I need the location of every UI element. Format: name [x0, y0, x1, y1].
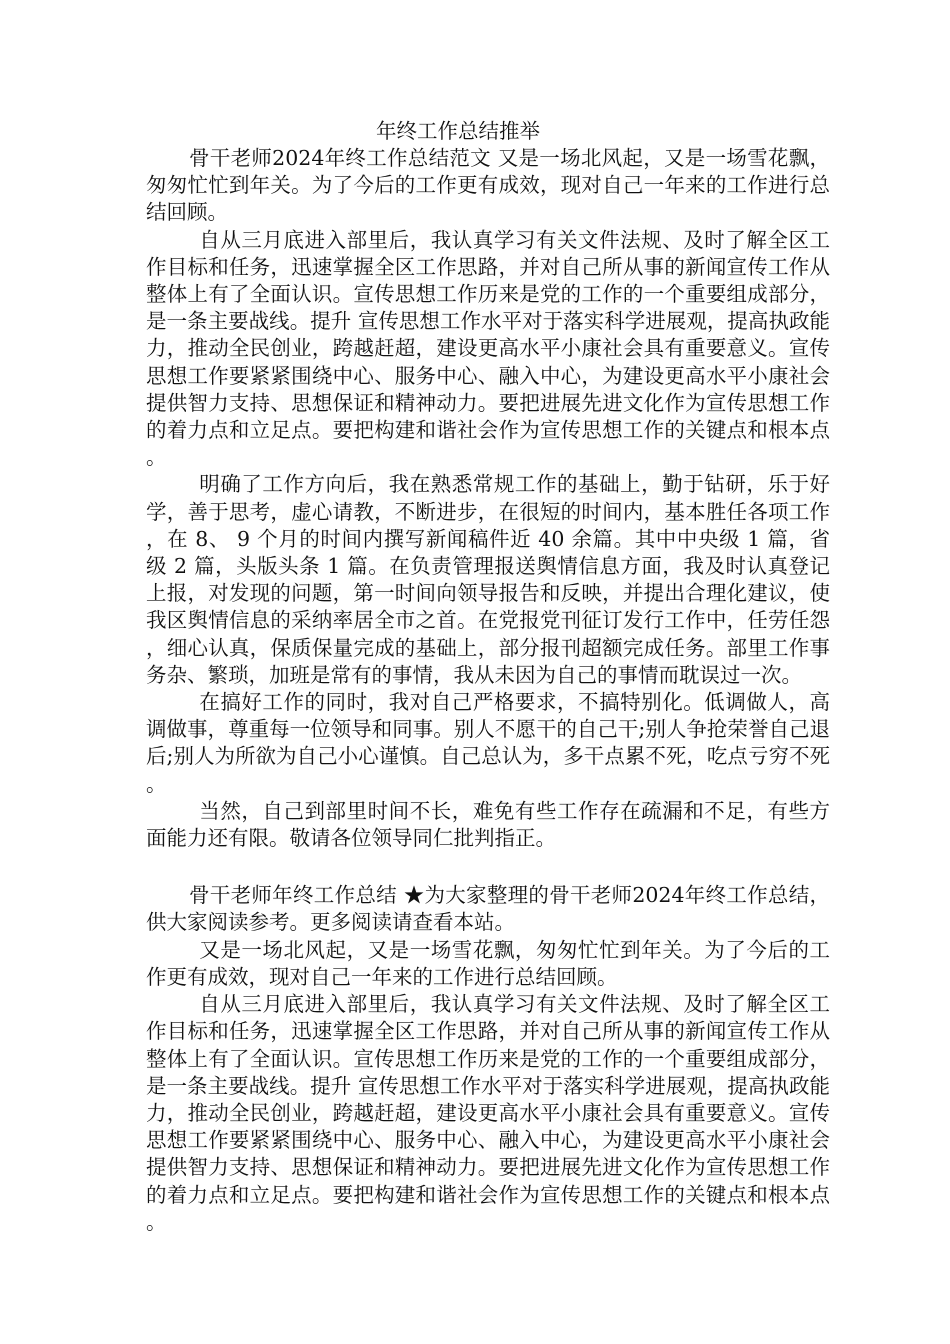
document-title: 年终工作总结推举 [376, 119, 540, 143]
section-1 [146, 145, 830, 852]
section-2 [146, 882, 830, 1236]
paragraph: 骨干老师2024年终工作总结范文 又是一场北风起，又是一场雪花飘，匆匆忙忙到年关。为了今后的工作更有成效，现对自己一年来的工作进行总结回顾。 [146, 146, 830, 225]
paragraph: 自从三月底进入部里后，我认真学习有关文件法规、及时了解全区工作目标和任务，迅速掌握全区工作思路，并对自己所从事的新闻宣传工作从整体上有了全面认识。宣传思想工作历来是党的工作的一个重要组成部分，是一条主要战线。提升 宣传思想工作水平对于落实科学进展观，提高执政能力，推动全民创业，跨越赶超，建设更高水平小康社会具有重要意义。宣传思想工作要紧紧围绕中心、服务中心、融入中心，为建设更高水平小康社会提供智力支持、思想保证和精神动力。要把进展先进文化作为宣传思想工作的着力点和立足点。要把构建和谐社会作为宣传思想工作的关键点和根本点。 [146, 992, 830, 1234]
paragraph: 在搞好工作的同时，我对自己严格要求，不搞特别化。低调做人，高调做事，尊重每一位领导和同事。别人不愿干的自己干;别人争抢荣誉自己退后;别人为所欲为自己小心谨慎。自己总认为，多干点累不死，吃点亏穷不死。 [146, 690, 830, 796]
paragraph: 当然，自己到部里时间不长，难免有些工作存在疏漏和不足，有些方面能力还有限。敬请各位领导同仁批判指正。 [146, 798, 830, 851]
paragraph: 又是一场北风起，又是一场雪花飘，匆匆忙忙到年关。为了今后的工作更有成效，现对自己一年来的工作进行总结回顾。 [146, 937, 830, 989]
paragraph: 自从三月底进入部里后，我认真学习有关文件法规、及时了解全区工作目标和任务，迅速掌握全区工作思路，并对自己所从事的新闻宣传工作从整体上有了全面认识。宣传思想工作历来是党的工作的一个重要组成部分，是一条主要战线。提升 宣传思想工作水平对于落实科学进展观，提高执政能力，推动全民创业，跨越赶超，建设更高水平小康社会具有重要意义。宣传思想工作要紧紧围绕中心、服务中心、融入中心，为建设更高水平小康社会提供智力支持、思想保证和精神动力。要把进展先进文化作为宣传思想工作的着力点和立足点。要把构建和谐社会作为宣传思想工作的关键点和根本点。 [146, 227, 830, 470]
paragraph: 骨干老师年终工作总结 ★为大家整理的骨干老师2024年终工作总结，供大家阅读参考。更多阅读请查看本站。 [146, 883, 830, 935]
paragraph: 明确了工作方向后，我在熟悉常规工作的基础上，勤于钻研，乐于好学，善于思考，虚心请教，不断进步，在很短的时间内，基本胜任各项工作，在 8、 9 个月的时间内撰写新闻稿件近 40 余篇。其中中央级 1 篇，省级 2 篇，头版头条 1 篇。在负责管理报送舆情信息方面，我及时认真登记上报，对发现的问题，第一时间向领导报告和反映，并提出合理化建议，使我区舆情信息的采纳率居全市之首。在党报党刊征订发行工作中，任劳任怨，细心认真，保质保量完成的基础上，部分报刊超额完成任务。部里工作事务杂、繁琐，加班是常有的事情，我从未因为自己的事情而耽误过一次。 [146, 472, 830, 687]
section-divider [146, 852, 830, 882]
document-page [146, 118, 830, 1236]
